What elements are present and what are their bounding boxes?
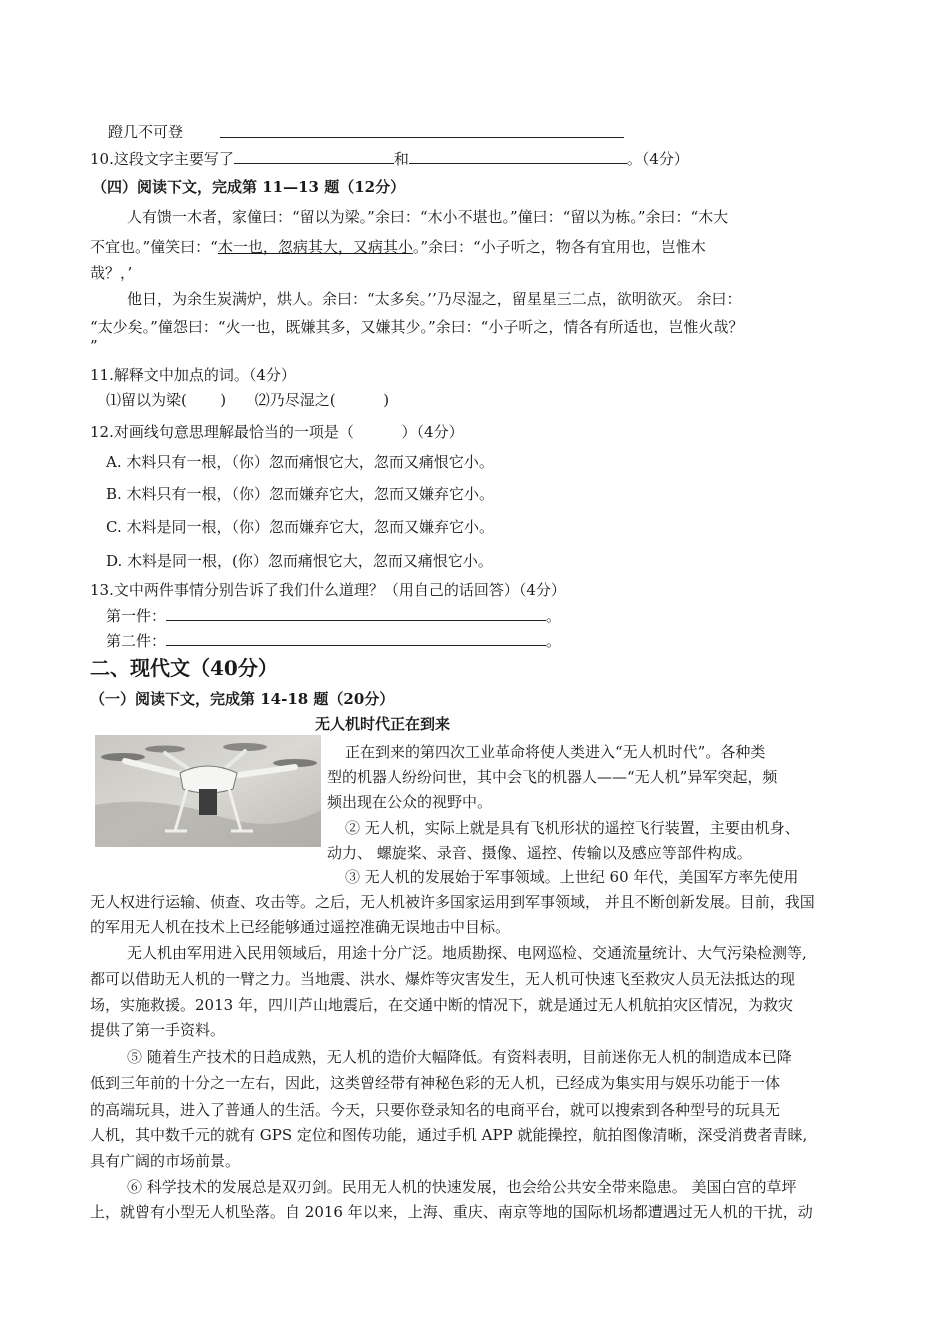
question-13: 13.文中两件事情分别告诉了我们什么道理？（用自己的话回答）（4分） xyxy=(90,581,566,599)
q10-score: 。（4分） xyxy=(626,150,689,168)
passage-p2-line3: ” xyxy=(90,337,98,355)
question-10 xyxy=(90,148,689,169)
passage-p1-line1: 人有馈一木者，家僮曰：“留以为梁。”余曰：“木小不堪也。”僮曰：“留以为栋。”余曰：“木大 xyxy=(127,208,729,226)
q10-blank-2[interactable] xyxy=(409,148,627,164)
article-p5-line1: ⑤ 随着生产技术的日趋成熟，无人机的造价大幅降低。有资料表明，目前迷你无人机的制造成本已降 xyxy=(127,1048,792,1066)
article-p4-line4: 提供了第一手资料。 xyxy=(90,1021,226,1039)
drone-photo xyxy=(95,735,321,847)
p1-l2-a: 不宜也。”僮笑曰：“ xyxy=(90,238,218,256)
article-title: 无人机时代正在到来 xyxy=(315,715,451,733)
article-p2-line1: ② 无人机，实际上就是具有飞机形状的遥控飞行装置，主要由机身、 xyxy=(345,819,800,837)
question-12: 12.对画线句意思理解最恰当的一项是（ ）（4分） xyxy=(90,423,464,441)
word-label: 蹬几不可登 xyxy=(108,123,184,141)
article-p4-line3: 场，实施救援。2013 年，四川芦山地震后，在交通中断的情况下，就是通过无人机航拍灾区情况，为救灾 xyxy=(90,996,793,1014)
option-b[interactable]: B. 木料只有一根，（你）忽而嫌弃它大，忽而又嫌弃它小。 xyxy=(106,485,495,503)
option-d[interactable]: D. 木料是同一根，(你）忽而痛恨它大，忽而又痛恨它小。 xyxy=(106,552,493,570)
q13-second xyxy=(106,630,561,651)
passage-p1-line3: 哉？，’ xyxy=(90,264,133,282)
q13-second-label: 第二件： xyxy=(106,632,167,650)
answer-line-word[interactable] xyxy=(220,122,624,138)
passage-p1-line2 xyxy=(90,236,706,257)
article-p2-line2: 动力、 螺旋桨、录音、摄像、遥控、传输以及感应等部件构成。 xyxy=(327,844,752,862)
q13-second-blank[interactable] xyxy=(166,630,546,646)
q13-first-label: 第一件： xyxy=(106,607,167,625)
option-c[interactable]: C. 木料是同一根，（你）忽而嫌弃它大，忽而又嫌弃它小。 xyxy=(106,518,494,536)
article-p3-line1: ③ 无人机的发展始于军事领域。上世纪 60 年代，美国军方率先使用 xyxy=(345,868,799,886)
article-p5-line3: 的高端玩具，进入了普通人的生活。今天，只要你登录知名的电商平台，就可以搜索到各种型号的玩具无 xyxy=(90,1101,781,1119)
p1-l2-b: 。”余曰：“小子听之，物各有宜用也，岂惟木 xyxy=(412,238,706,256)
article-p4-line2: 都可以借助无人机的一臂之力。当地震、洪水、爆炸等灾害发生，无人机可快速飞至救灾人员无法抵达的现 xyxy=(90,970,796,988)
passage-p2-line1: 他日，为余生炭满炉，烘人。余曰：“太多矣。’’乃尽湿之，留星星三二点，欲明欲灭。 余曰： xyxy=(127,290,742,308)
article-p5-line5: 具有广阔的市场前景。 xyxy=(90,1152,241,1170)
article-p6-line2: 上，就曾有小型无人机坠落。自 2016 年以来，上海、重庆、南京等地的国际机场都遭遇过无人机的干扰，动 xyxy=(90,1203,813,1221)
q10-blank-1[interactable] xyxy=(234,148,394,164)
part-2-title: 二、现代文（40分） xyxy=(90,656,278,680)
question-11: 11.解释文中加点的词。（4分） xyxy=(90,366,296,384)
article-p4-line1: 无人机由军用进入民用领域后，用途十分广泛。地质勘探、电网巡检、交通流量统计、大气污染检测等, xyxy=(127,944,807,962)
article-p1-line2: 型的机器人纷纷问世，其中会飞的机器人——“无人机”异军突起，频 xyxy=(327,768,778,786)
article-p6-line1: ⑥ 科学技术的发展总是双刃剑。民用无人机的快速发展，也会给公共安全带来隐患。 美国白宫的草坪 xyxy=(127,1178,797,1196)
q13-first xyxy=(106,605,561,626)
option-a[interactable]: A. 木料只有一根，（你）忽而痛恨它大，忽而又痛恨它小。 xyxy=(106,453,494,471)
article-p5-line4: 人机，其中数千元的就有 GPS 定位和图传功能，通过手机 APP 就能操控，航拍图像清晰，深受消费者青睐, xyxy=(90,1126,808,1144)
section-4-title: （四）阅读下文，完成第 11—13 题（12分） xyxy=(92,178,406,196)
article-p3-line3: 的军用无人机在技术上已经能够通过遥控准确无误地击中目标。 xyxy=(90,918,511,936)
section-1-title: （一）阅读下文，完成第 14-18 题（20分） xyxy=(90,690,395,708)
article-p1-line1: 正在到来的第四次工业革命将使人类进入“无人机时代”。各种类 xyxy=(345,743,766,761)
q13-first-blank[interactable] xyxy=(166,605,546,621)
question-11-items: ⑴留以为梁( ) ⑵乃尽湿之( ) xyxy=(106,391,390,409)
passage-p2-line2: “太少矣。”僮怨曰：“火一也，既嫌其多，又嫌其少。”余曰：“小子听之，情各有所适也，岂惟火哉？ xyxy=(90,318,744,336)
article-p3-line2: 无人权进行运输、侦查、攻击等。之后，无人机被许多国家运用到军事领域， 并且不断创新发展。目前，我国 xyxy=(90,893,815,911)
underlined-sentence: 木一也，忽病其大，又病其小 xyxy=(217,238,413,256)
drone-image xyxy=(95,735,321,847)
word-item xyxy=(108,122,183,142)
article-p1-line3: 频出现在公众的视野中。 xyxy=(327,793,493,811)
article-p5-line2: 低到三年前的十分之一左右，因此，这类曾经带有神秘色彩的无人机，已经成为集实用与娱乐功能于一体 xyxy=(90,1074,781,1092)
q10-and: 和 xyxy=(393,150,409,168)
q10-text: 10.这段文字主要写了 xyxy=(90,150,234,168)
q13-first-period: 。 xyxy=(546,607,562,625)
q13-second-period: 。 xyxy=(546,632,562,650)
